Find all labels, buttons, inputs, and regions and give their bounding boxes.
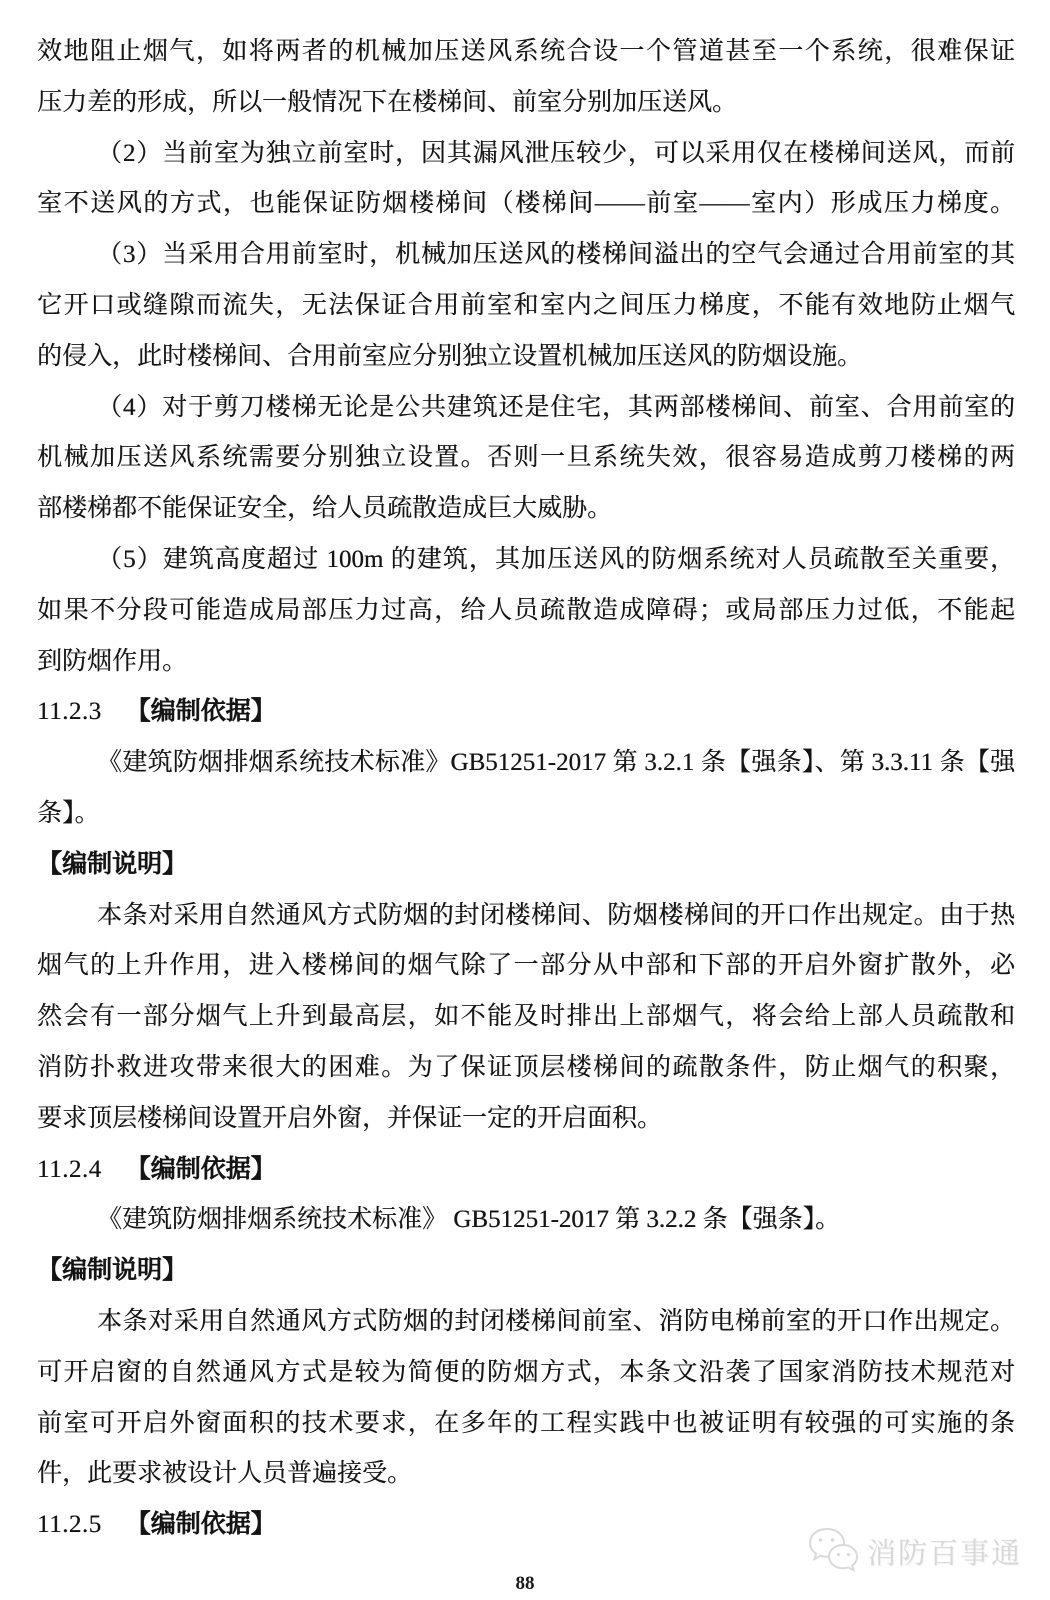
text-line: 机械加压送风系统需要分别独立设置。否则一旦系统失效，很容易造成剪刀楼梯的两: [37, 444, 1015, 472]
text-line: 本条对采用自然通风方式防烟的封闭楼梯间、防烟楼梯间的开口作出规定。由于热: [97, 901, 1015, 929]
watermark: [807, 1526, 1022, 1576]
section-heading: [37, 1145, 1015, 1196]
text-line: 的侵入，此时楼梯间、合用前室应分别独立设置机械加压送风的防烟设施。: [37, 342, 863, 370]
text-line: 它开口或缝隙而流失，无法保证合用前室和室内之间压力梯度，不能有效地防止烟气: [37, 291, 1015, 319]
text-line: 烟气的上升作用，进入楼梯间的烟气除了一部分从中部和下部的开启外窗扩散外，必: [37, 952, 1015, 980]
text-line: 室不送风的方式，也能保证防烟楼梯间（楼梯间——前室——室内）形成压力梯度。: [37, 190, 1015, 218]
text-line: 效地阻止烟气，如将两者的机械加压送风系统合设一个管道甚至一个系统，很难保证: [37, 38, 1015, 65]
text-line: 前室可开启外窗面积的技术要求，在多年的工程实践中也被证明有较强的可实施的条: [37, 1409, 1015, 1437]
text-line: （4）对于剪刀楼梯无论是公共建筑还是住宅，其两部楼梯间、前室、合用前室的: [97, 393, 1015, 421]
section-number: 11.2.5: [37, 1511, 102, 1539]
text-line: 本条对采用自然通风方式防烟的封闭楼梯间前室、消防电梯前室的开口作出规定。: [97, 1307, 1015, 1335]
page-number: 88: [515, 1573, 535, 1594]
wechat-chat-bubbles-icon: [807, 1526, 859, 1576]
section-subheading: 【编制说明】: [37, 1257, 188, 1285]
text-line: 《建筑防烟排烟系统技术标准》GB51251-2017 第 3.2.1 条【强条】、第 3.3.11 条【强: [97, 749, 1015, 777]
section-heading: [37, 687, 1015, 738]
text-line: 消防扑救进攻带来很大的困难。为了保证顶层楼梯间的疏散条件，防止烟气的积聚，: [37, 1053, 1015, 1081]
section-number: 11.2.3: [37, 698, 102, 726]
text-line: 到防烟作用。: [37, 647, 188, 675]
text-line: 如果不分段可能造成局部压力过高，给人员疏散造成障碍；或局部压力过低，不能起: [37, 596, 1015, 624]
text-line: 条】。: [37, 799, 100, 827]
section-label: 【编制依据】: [125, 1511, 276, 1539]
watermark-text: 消防百事通: [866, 1537, 1022, 1570]
section-number: 11.2.4: [37, 1155, 102, 1183]
text-line: 可开启窗的自然通风方式是较为简便的防烟方式，本条文沿袭了国家消防技术规范对: [37, 1358, 1015, 1386]
text-line: （3）当采用合用前室时，机械加压送风的楼梯间溢出的空气会通过合用前室的其: [97, 241, 1015, 269]
text-line: （2）当前室为独立前室时，因其漏风泄压较少，可以采用仅在楼梯间送风，而前: [97, 139, 1015, 167]
text-line: 要求顶层楼梯间设置开启外窗，并保证一定的开启面积。: [37, 1104, 663, 1132]
section-subheading: 【编制说明】: [37, 850, 188, 878]
text-line: （5）建筑高度超过 100m 的建筑，其加压送风的防烟系统对人员疏散至关重要，: [97, 545, 1015, 573]
text-line: 然会有一部分烟气上升到最高层，如不能及时排出上部烟气，将会给上部人员疏散和: [37, 1003, 1015, 1031]
section-label: 【编制依据】: [125, 1155, 276, 1183]
text-line: 《建筑防烟排烟系统技术标准》 GB51251-2017 第 3.2.2 条【强条】。: [97, 1206, 841, 1234]
text-line: 件，此要求被设计人员普遍接受。: [37, 1460, 413, 1488]
document-lines: [37, 27, 1015, 1551]
text-line: 压力差的形成，所以一般情况下在楼梯间、前室分别加压送风。: [37, 88, 738, 116]
text-line: 部楼梯都不能保证安全，给人员疏散造成巨大威胁。: [37, 495, 613, 523]
section-label: 【编制依据】: [125, 698, 276, 726]
